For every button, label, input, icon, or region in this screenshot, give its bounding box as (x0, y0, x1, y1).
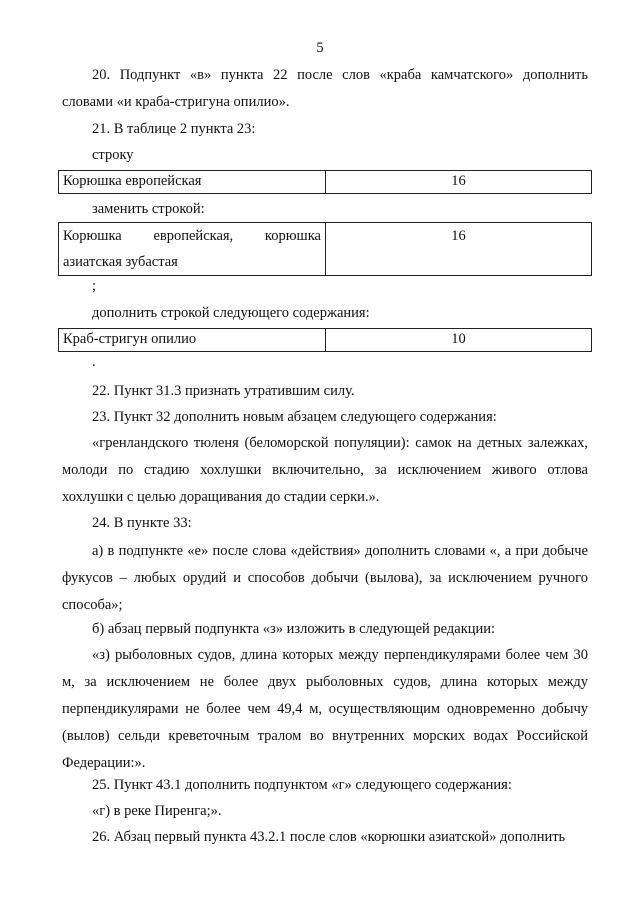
text-stroku: строку (92, 147, 134, 163)
table-row (59, 329, 592, 352)
table-cell-name: Краб-стригун опилио (59, 329, 326, 352)
table-old-row (58, 170, 592, 194)
text-semicolon: ; (92, 278, 97, 294)
paragraph-20: 20. Подпункт «в» пункта 22 после слов «краба камчатского» дополнить словами «и краба-стригуна опилио». (62, 67, 588, 110)
table-cell-value: 16 (326, 223, 592, 276)
text-period: . (92, 354, 96, 370)
page-number: 5 (316, 40, 324, 56)
table-cell-value: 10 (326, 329, 592, 352)
table-cell-value: 16 (326, 171, 592, 194)
table-new-row (58, 222, 592, 276)
paragraph-26: 26. Абзац первый пункта 43.2.1 после слов «корюшки азиатской» дополнить (92, 829, 566, 845)
table-added-row (58, 328, 592, 352)
table-cell-name: Корюшка европейская (59, 171, 326, 194)
paragraph-24a: а) в подпункте «е» после слова «действия» дополнить словами «, а при добыче фукусов – любых орудий и способов добычи (вылова), за исключением ручного способа»; (62, 543, 588, 613)
table-row (59, 171, 592, 194)
text-zamenit: заменить строкой: (92, 201, 205, 217)
paragraph-22: 22. Пункт 31.3 признать утратившим силу. (92, 383, 355, 399)
table-cell-name-wrap (59, 223, 326, 276)
paragraph-24b: б) абзац первый подпункта «з» изложить в следующей редакции: (92, 621, 496, 637)
paragraph-25-quote: «г) в реке Пиренга;». (92, 803, 222, 819)
paragraph-21: 21. В таблице 2 пункта 23: (92, 121, 256, 137)
paragraph-24: 24. В пункте 33: (92, 515, 192, 531)
text-dopolnit: дополнить строкой следующего содержания: (92, 305, 370, 321)
paragraph-23-quote: «гренландского тюленя (беломорской популяции): самок на детных залежках, молоди по стадию хохлушки включительно, за исключением живого отлова хохлушки с целью доращивания до стадии серки.». (62, 435, 588, 505)
table-row (59, 223, 592, 276)
table-cell-name: Корюшка европейская, корюшка азиатская зубастая (63, 228, 321, 270)
paragraph-24b-quote: «з) рыболовных судов, длина которых между перпендикулярами более чем 30 м, за исключением не более двух рыболовных судов, длина которых между перпендикулярами не более чем 49,4 м, осуществляющим одновременно добычу (вылов) сельди креветочным тралом во внутренних морских водах Российской Федерации:». (62, 647, 588, 771)
paragraph-23: 23. Пункт 32 дополнить новым абзацем следующего содержания: (92, 409, 497, 425)
paragraph-25: 25. Пункт 43.1 дополнить подпунктом «г» следующего содержания: (92, 777, 512, 793)
